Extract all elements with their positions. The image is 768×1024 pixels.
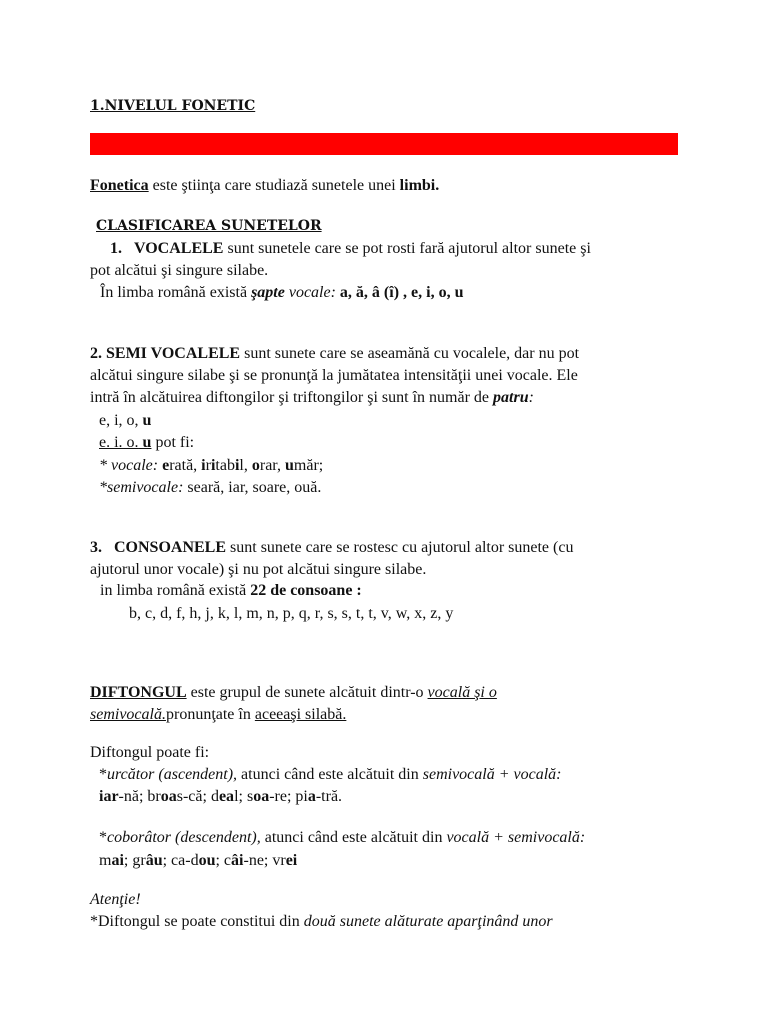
semi-list: [99, 411, 151, 431]
cons-rest: sunt sunete care se rostesc cu ajutorul altor sunete (cu: [226, 539, 574, 556]
semi-semivocale-examples: [99, 478, 321, 498]
semi-vocale-label: * vocale:: [99, 457, 163, 474]
last-italic: două sunete alăturate aparţinând unor: [303, 913, 553, 930]
semi-line3-a: intră în alcătuirea diftongilor şi triftongilor şi sunt în număr de: [90, 389, 494, 406]
vocale-sapte: şapte: [251, 284, 285, 301]
red-divider-bar: [90, 133, 678, 155]
intro-text: este ştiinţa care studiază sunetele unei: [148, 177, 400, 194]
vocale-heading: VOCALELE: [134, 240, 224, 257]
semi-vocale-examples: * vocale: erată, iritabil, orar, umăr;: [99, 457, 324, 474]
urc-star: *: [99, 766, 107, 783]
semi-line-2: alcătui singure silabe şi se pronunţă la jumătatea intensităţii unei vocale. Ele: [90, 367, 578, 384]
diftong-semivocala: semivocală.: [90, 706, 166, 723]
vocale-line3-a: În limba română există: [100, 284, 252, 301]
vocale-list: a, ă, â (î) , e, i, o, u: [339, 284, 464, 301]
semi-potfi-u: u: [138, 434, 152, 451]
cons-heading: CONSOANELE: [114, 539, 227, 556]
semi-rest: sunt sunete care se aseamănă cu vocalele, dar nu pot: [240, 345, 580, 362]
semi-line-1: [90, 344, 579, 364]
diftong-line-2: [90, 705, 346, 725]
semi-colon: :: [528, 389, 534, 406]
vocale-line-3: [100, 283, 463, 303]
semi-heading: 2. SEMI VOCALELE: [90, 345, 241, 362]
diftong-coborator: [99, 828, 585, 848]
page-title: 1.NIVELUL FONETIC: [90, 98, 256, 114]
diftong-vocala: vocală şi o: [427, 684, 497, 701]
diftong-rest: este grupul de sunete alcătuit dintr-o: [186, 684, 428, 701]
urc-label: urcător (ascendent),: [107, 766, 238, 783]
cob-text: atunci când este alcătuit din: [260, 829, 447, 846]
cons-letters: b, c, d, f, h, j, k, l, m, n, p, q, r, s, s, t, t, v, w, x, z, y: [129, 605, 454, 622]
semi-list-u: u: [142, 412, 152, 429]
intro-line: [90, 176, 439, 196]
vocale-line-2: pot alcătui şi singure silabe.: [90, 262, 269, 279]
atentie-label: Atenţie!: [90, 891, 141, 908]
semi-semivocale-words: seară, iar, soare, ouă.: [187, 479, 322, 496]
cons-line-1: [90, 538, 573, 558]
cons-line-3: [100, 581, 362, 601]
vocale-line-1: [110, 239, 591, 259]
diftong-urcator-examples: iar-nă; broas-că; deal; soa-re; pia-tră.: [99, 788, 343, 805]
diftong-last-line: [90, 912, 553, 932]
cons-number: 3.: [90, 539, 102, 556]
urc-formula: semivocală + vocală:: [422, 766, 562, 783]
vocale-label: vocale:: [284, 284, 340, 301]
diftong-coborator-examples: mai; grâu; ca-dou; câi-ne; vrei: [99, 852, 298, 869]
cob-formula: vocală + semivocală:: [446, 829, 586, 846]
last-text: *Diftongul se poate constitui din: [90, 913, 304, 930]
urc-text: atunci când este alcătuit din: [237, 766, 423, 783]
semi-list-a: e, i, o,: [99, 412, 143, 429]
semi-potfi-c: pot fi:: [151, 434, 195, 451]
cob-star: *: [99, 829, 107, 846]
section-heading-clasificare: CLASIFICAREA SUNETELOR: [96, 218, 322, 234]
diftong-poate: Diftongul poate fi:: [90, 744, 210, 761]
cons-count: 22 de consoane :: [250, 582, 362, 599]
vocale-rest: sunt sunetele care se pot rosti fară ajutorul altor sunete şi: [223, 240, 591, 257]
vocale-number: 1.: [110, 240, 122, 257]
diftong-aceeasi: aceeaşi silabă.: [254, 706, 347, 723]
diftong-heading: DIFTONGUL: [90, 684, 187, 701]
semi-patru: patru: [493, 389, 529, 406]
diftong-pronuntate: pronunţate în: [165, 706, 255, 723]
semi-potfi-a: e. i. o.: [99, 434, 139, 451]
intro-end: limbi.: [399, 177, 440, 194]
cob-label: coborâtor (descendent),: [107, 829, 261, 846]
cons-line3-a: in limba română există: [100, 582, 251, 599]
diftong-urcator: [99, 765, 562, 785]
semi-line-3: [90, 388, 534, 408]
diftong-line-1: [90, 683, 497, 703]
cons-line-2: ajutorul unor vocale) şi nu pot alcătui singure silabe.: [90, 561, 427, 578]
semi-potfi: [99, 433, 194, 453]
term-fonetica: Fonetica: [90, 177, 149, 194]
semi-semivocale-label: *semivocale:: [99, 479, 188, 496]
